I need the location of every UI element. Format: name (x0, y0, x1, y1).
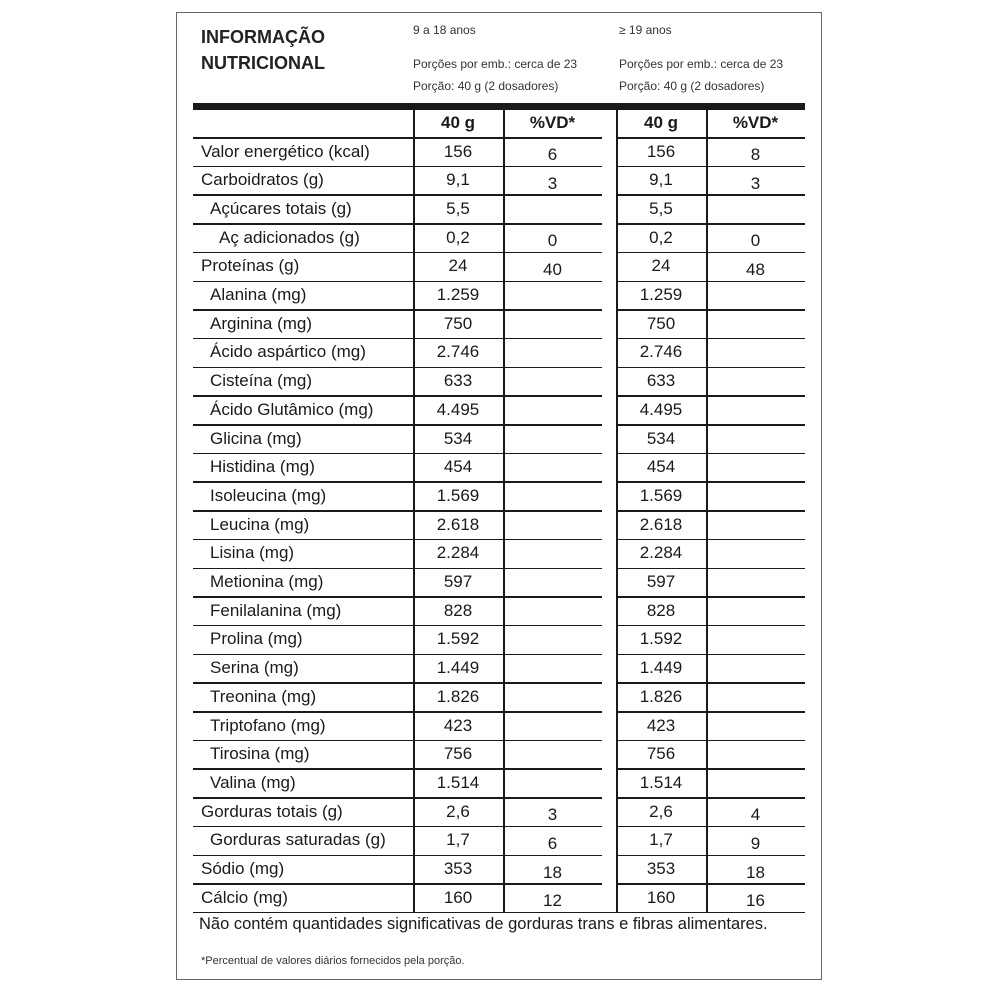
row-divider (193, 281, 805, 283)
group-gap (602, 110, 616, 910)
amount-group2: 1,7 (649, 830, 673, 850)
vd-footnote: *Percentual de valores diários fornecidos pela porção. (201, 955, 465, 967)
amount-group1: 24 (448, 256, 468, 276)
nutrient-label: Treonina (mg) (210, 686, 317, 706)
amount-group2: 756 (646, 744, 676, 764)
vd-group1: 40 (543, 259, 562, 279)
amount-group2: 2.284 (639, 543, 683, 563)
nutrient-label: Glicina (mg) (210, 428, 302, 448)
vd-group1: 0 (547, 231, 558, 251)
nutrient-label: Gorduras saturadas (g) (210, 830, 386, 850)
amount-group2: 5,5 (649, 198, 673, 218)
amount-group1: 2.746 (436, 342, 480, 362)
row-divider (193, 481, 805, 483)
group1-age: 9 a 18 anos (413, 23, 476, 37)
nutrient-label: Tirosina (mg) (210, 744, 310, 764)
row-divider (193, 166, 805, 168)
row-divider (193, 367, 805, 369)
column-divider (503, 108, 505, 912)
nutrient-label: Metionina (mg) (210, 572, 324, 591)
amount-group2: 9,1 (649, 170, 673, 190)
nutrient-label: Cálcio (mg) (201, 887, 288, 907)
row-divider (193, 883, 805, 885)
amount-group2: 4.495 (639, 399, 683, 419)
group1-servings: Porções por emb.: cerca de 23 (413, 57, 578, 71)
nutrient-label: Isoleucina (mg) (210, 485, 327, 505)
row-divider (193, 912, 805, 914)
nutrient-label: Fenilalanina (mg) (210, 600, 342, 620)
row-divider (193, 768, 805, 770)
row-divider (193, 568, 805, 570)
amount-group1: 1.449 (436, 658, 480, 678)
row-divider (193, 596, 805, 598)
nutrient-label: Ácido Glutâmico (mg) (210, 399, 374, 419)
vd-group2: 0 (750, 231, 761, 251)
amount-group2: 633 (646, 371, 676, 391)
row-divider (193, 711, 805, 713)
amount-group2: 454 (646, 457, 676, 477)
amount-group2: 1.514 (639, 772, 683, 792)
amount-group1: 750 (443, 313, 473, 333)
amount-group1: 9,1 (446, 170, 470, 190)
nutrient-label: Cisteína (mg) (210, 371, 313, 391)
amount-group1: 1.514 (436, 772, 480, 792)
amount-group1: 156 (443, 141, 473, 161)
row-divider (193, 453, 805, 455)
nutrient-label: Ácido aspártico (mg) (210, 342, 366, 362)
amount-group1: 454 (443, 457, 473, 477)
row-divider (193, 395, 805, 397)
group2-portion: Porção: 40 g (2 dosadores) (619, 79, 765, 93)
amount-group1: 633 (443, 371, 473, 391)
amount-group1: 828 (443, 600, 473, 620)
column-divider (616, 108, 618, 912)
nutrient-label: Prolina (mg) (210, 629, 303, 649)
amount-group1: 423 (443, 715, 473, 735)
amount-group2: 1.259 (639, 285, 683, 304)
nutrient-label: Leucina (mg) (210, 514, 310, 534)
nutrient-label: Aç adicionados (g) (219, 227, 360, 247)
vd-group2: 9 (750, 833, 761, 853)
label-title-line1: INFORMAÇÃO (201, 27, 325, 47)
amount-group1: 0,2 (446, 227, 470, 247)
nutrient-label: Triptofano (mg) (210, 715, 326, 735)
nutrient-label: Lisina (mg) (210, 543, 295, 563)
nutrient-label: Açúcares totais (g) (210, 198, 352, 218)
col-vd-2: %VD* (732, 113, 779, 132)
row-divider (193, 539, 805, 541)
amount-group2: 2,6 (649, 801, 673, 821)
amount-group2: 156 (646, 141, 676, 161)
nutrient-label: Valor energético (kcal) (201, 141, 370, 161)
amount-group1: 1,7 (446, 830, 470, 850)
amount-group2: 423 (646, 715, 676, 735)
amount-group2: 0,2 (649, 227, 673, 247)
row-divider (193, 740, 805, 742)
amount-group1: 1.826 (436, 686, 480, 706)
amount-group2: 828 (646, 600, 676, 620)
amount-group2: 597 (646, 572, 676, 591)
group2-servings: Porções por emb.: cerca de 23 (619, 57, 784, 71)
nutrition-facts-label (176, 12, 822, 980)
vd-group2: 16 (746, 891, 765, 911)
amount-group2: 24 (651, 256, 671, 276)
nutrient-label: Carboidratos (g) (201, 170, 324, 190)
amount-group1: 5,5 (446, 198, 470, 218)
nutrient-label: Sódio (mg) (201, 859, 285, 878)
column-divider (706, 108, 708, 912)
trans-fat-note: Não contém quantidades significativas de gorduras trans e fibras alimentares. (199, 915, 768, 933)
amount-group1: 1.259 (436, 285, 480, 304)
vd-group2: 48 (746, 259, 765, 279)
vd-group2: 3 (750, 173, 761, 193)
group1-portion: Porção: 40 g (2 dosadores) (413, 79, 559, 93)
amount-group1: 4.495 (436, 399, 480, 419)
amount-group1: 597 (443, 572, 473, 591)
vd-group1: 3 (547, 805, 558, 825)
nutrient-label: Histidina (mg) (210, 457, 315, 477)
row-divider (193, 223, 805, 225)
row-divider (193, 654, 805, 656)
row-divider (193, 510, 805, 512)
vd-group1: 3 (547, 173, 558, 193)
nutrient-label: Gorduras totais (g) (201, 801, 343, 821)
nutrient-label: Proteínas (g) (201, 256, 300, 276)
header-divider (193, 103, 805, 108)
row-divider (193, 338, 805, 340)
amount-group2: 534 (646, 428, 676, 448)
amount-group1: 1.569 (436, 485, 480, 505)
vd-group2: 8 (750, 145, 761, 164)
group2-age: ≥ 19 anos (619, 23, 672, 37)
amount-group2: 1.826 (639, 686, 683, 706)
row-divider (193, 309, 805, 311)
amount-group1: 2.618 (436, 514, 480, 534)
vd-group1: 6 (547, 145, 558, 164)
amount-group2: 1.449 (639, 658, 683, 678)
amount-group1: 534 (443, 428, 473, 448)
nutrient-label: Valina (mg) (210, 772, 296, 792)
amount-group2: 1.569 (639, 485, 683, 505)
col-vd-1: %VD* (529, 113, 576, 132)
vd-group2: 18 (746, 862, 765, 882)
row-divider (193, 625, 805, 627)
amount-group2: 2.618 (639, 514, 683, 534)
vd-group1: 6 (547, 833, 558, 853)
amount-group1: 756 (443, 744, 473, 764)
vd-group2: 4 (750, 805, 761, 825)
amount-group2: 353 (646, 859, 676, 878)
row-divider (193, 424, 805, 426)
vd-group1: 18 (543, 862, 562, 882)
amount-group1: 353 (443, 859, 473, 878)
row-divider (193, 108, 805, 110)
column-divider (413, 108, 415, 912)
label-title-line2: NUTRICIONAL (201, 53, 325, 73)
amount-group2: 160 (646, 887, 676, 907)
amount-group1: 1.592 (436, 629, 480, 649)
row-divider (193, 682, 805, 684)
col-amount-2: 40 g (643, 113, 679, 132)
col-amount-1: 40 g (440, 113, 476, 132)
nutrient-label: Serina (mg) (210, 658, 299, 678)
amount-group2: 2.746 (639, 342, 683, 362)
amount-group1: 2,6 (446, 801, 470, 821)
nutrient-label: Alanina (mg) (210, 285, 307, 304)
row-divider (193, 137, 805, 139)
row-divider (193, 252, 805, 254)
row-divider (193, 826, 805, 828)
row-divider (193, 797, 805, 799)
amount-group1: 2.284 (436, 543, 480, 563)
row-divider (193, 855, 805, 857)
amount-group2: 750 (646, 313, 676, 333)
nutrient-label: Arginina (mg) (210, 313, 313, 333)
amount-group1: 160 (443, 887, 473, 907)
vd-group1: 12 (543, 891, 562, 911)
row-divider (193, 194, 805, 196)
amount-group2: 1.592 (639, 629, 683, 649)
